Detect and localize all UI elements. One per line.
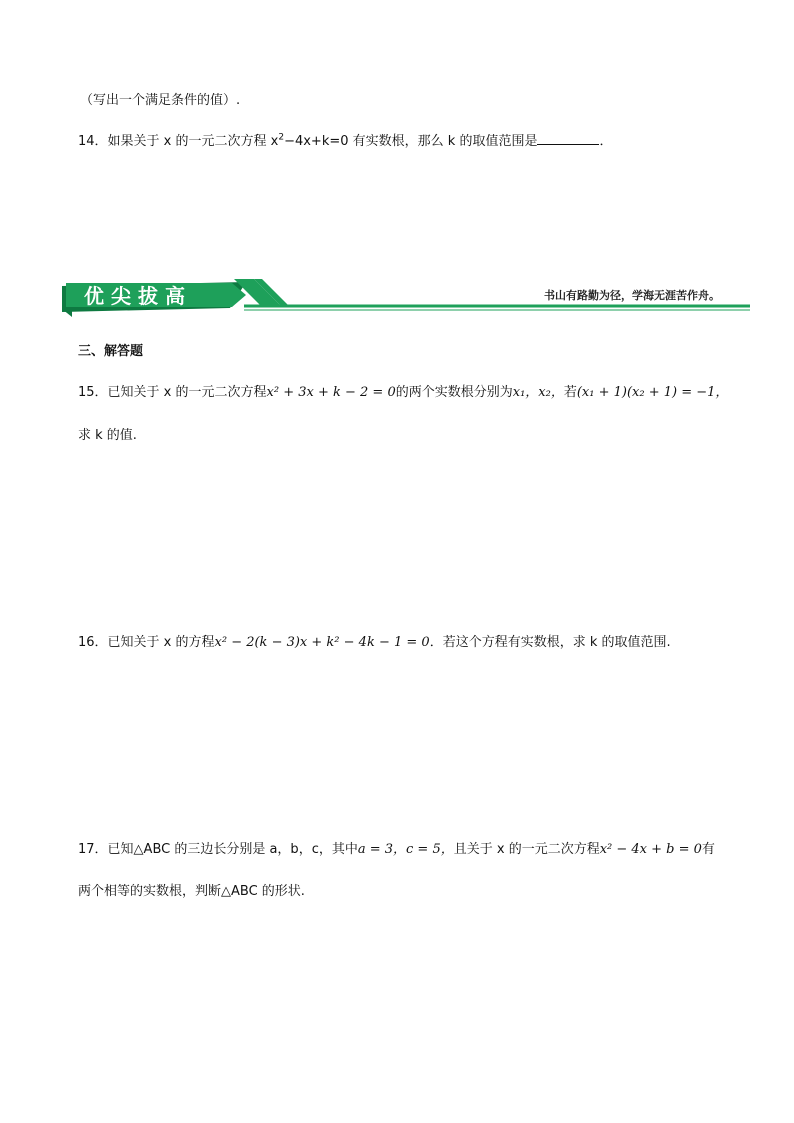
q15-equation: x² + 3x + k − 2 = 0 [266, 385, 396, 400]
q17-text-2: 且关于 x 的一元二次方程 [453, 842, 600, 857]
q15-number: 15． [78, 385, 108, 400]
q15-text-1: 已知关于 x 的一元二次方程 [107, 385, 267, 400]
q14-answer-blank[interactable] [537, 132, 599, 145]
q14-sup: 2 [278, 132, 285, 143]
q15-roots: x₁，x₂， [512, 385, 564, 400]
q14-number: 14． [78, 134, 108, 149]
question-17-line-2: 两个相等的实数根，判断△ABC 的形状. [78, 884, 305, 899]
q16-number: 16． [78, 635, 108, 650]
q14-text-b: −4x+k=0 有实数根，那么 k 的取值范围是 [284, 134, 538, 149]
section-heading: 三、解答题 [78, 344, 144, 359]
q15-text-2: 的两个实数根分别为 [395, 385, 513, 400]
q17-equation: x² − 4x + b = 0 [599, 842, 702, 857]
question-14 [78, 130, 612, 149]
banner-motto: 书山有路勤为径，学海无涯苦作舟。 [544, 289, 720, 302]
section-banner [60, 279, 750, 317]
q14-text-c: ． [599, 134, 613, 149]
q14-text-a: 如果关于 x 的一元二次方程 x [107, 134, 279, 149]
question-16 [78, 631, 671, 650]
q17-text-3: 有 [701, 842, 715, 857]
q17-given: a = 3，c = 5， [357, 842, 454, 857]
q17-text-1: 已知△ABC 的三边长分别是 a，b，c，其中 [107, 842, 358, 857]
question-15-line-1 [78, 381, 728, 400]
intro-line: （写出一个满足条件的值）. [80, 93, 241, 108]
q17-number: 17． [78, 842, 108, 857]
q16-text-1: 已知关于 x 的方程 [107, 635, 215, 650]
q16-equation: x² − 2(k − 3)x + k² − 4k − 1 = 0 [214, 635, 430, 650]
q15-condition: (x₁ + 1)(x₂ + 1) = −1， [576, 385, 729, 400]
question-15-line-2: 求 k 的值. [78, 428, 137, 443]
question-17-line-1 [78, 838, 715, 857]
q15-text-3: 若 [563, 385, 577, 400]
q16-text-2: ．若这个方程有实数根，求 k 的取值范围. [429, 635, 671, 650]
banner-title: 优尖拔高 [84, 284, 192, 308]
